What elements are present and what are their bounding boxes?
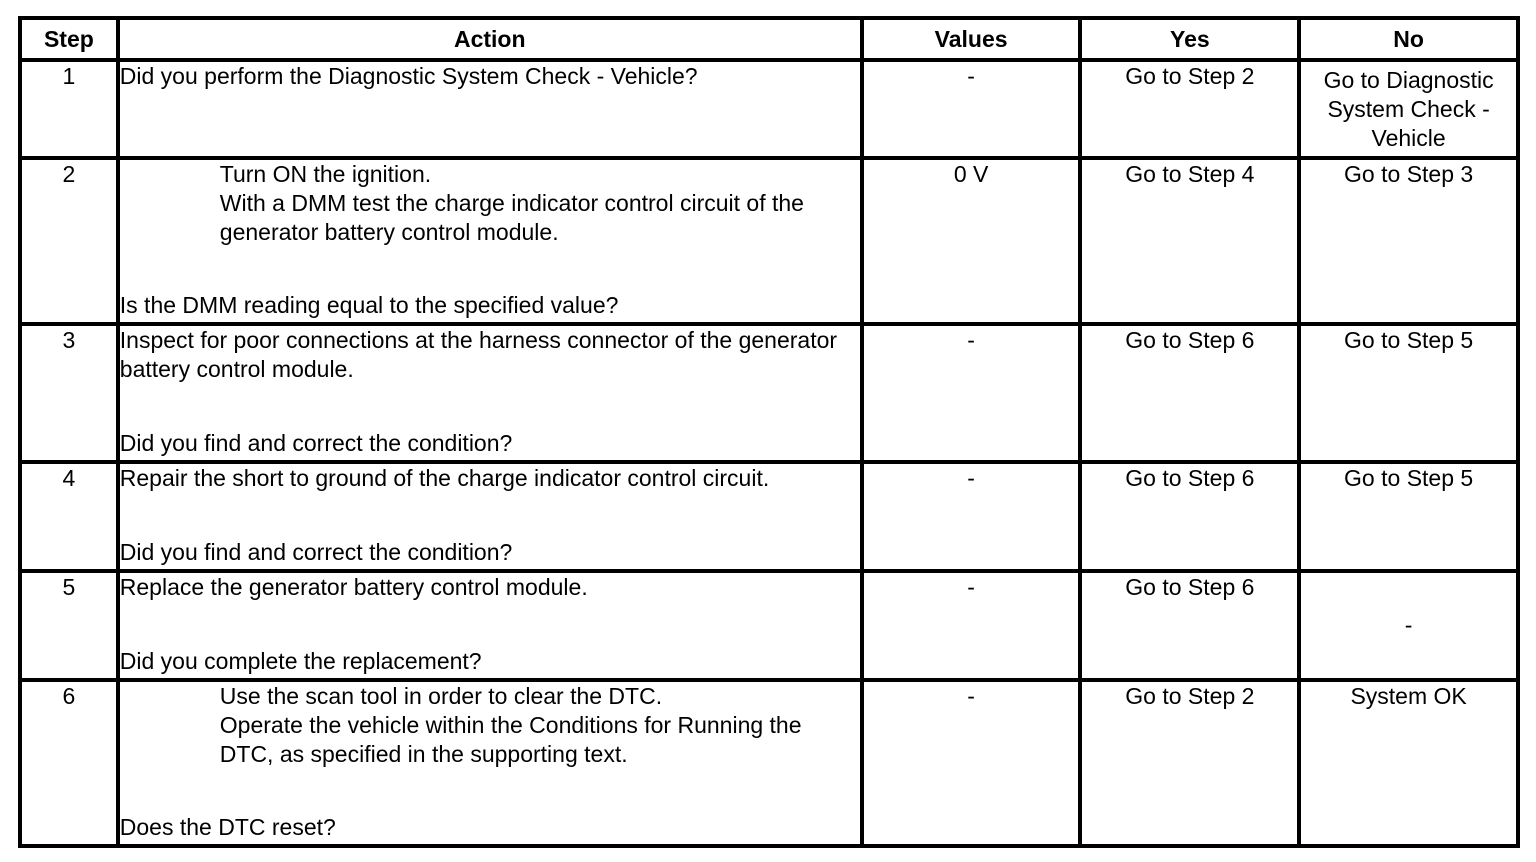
yes-cell: Go to Step 6: [1080, 324, 1299, 462]
action-statement: Replace the generator battery control module.: [119, 574, 588, 600]
table-row: [20, 680, 1518, 846]
no-line: Vehicle: [1371, 125, 1446, 151]
no-cell: System OK: [1299, 680, 1518, 846]
no-cell: Go to Step 5: [1299, 324, 1518, 462]
header-step: Step: [20, 18, 118, 60]
instruction-item: Operate the vehicle within the Conditions for Running the DTC, as specified in the supporting text.: [219, 712, 802, 767]
values-cell: -: [862, 60, 1081, 158]
step-number: 1: [20, 60, 118, 158]
yes-cell: Go to Step 6: [1080, 462, 1299, 571]
values-cell: -: [862, 571, 1081, 680]
step-number: 2: [20, 158, 118, 324]
yes-cell: Go to Step 6: [1080, 571, 1299, 680]
instruction-item: Turn ON the ignition.: [219, 161, 432, 187]
no-cell: Go to Step 5: [1299, 462, 1518, 571]
step-number: 5: [20, 571, 118, 680]
table-row: [20, 571, 1518, 680]
values-cell: 0 V: [862, 158, 1081, 324]
instruction-item: With a DMM test the charge indicator control circuit of the generator battery control module.: [219, 190, 804, 245]
yes-cell: Go to Step 2: [1080, 680, 1299, 846]
action-cell: [118, 60, 862, 158]
action-cell: [118, 571, 862, 680]
step-number: 6: [20, 680, 118, 846]
step-number: 3: [20, 324, 118, 462]
no-cell: -: [1299, 571, 1518, 680]
table-row: [20, 60, 1518, 158]
table-row: [20, 158, 1518, 324]
action-question: Does the DTC reset?: [119, 814, 336, 840]
step-number: 4: [20, 462, 118, 571]
action-question: Did you complete the replacement?: [119, 648, 482, 674]
values-cell: -: [862, 680, 1081, 846]
action-cell: [118, 324, 862, 462]
no-line: System Check -: [1327, 96, 1490, 122]
action-question: Did you find and correct the condition?: [119, 539, 513, 565]
action-cell: [118, 158, 862, 324]
action-statement: Inspect for poor connections at the harness connector of the generator battery control module.: [119, 327, 838, 382]
action-question: Did you perform the Diagnostic System Check - Vehicle?: [119, 63, 698, 89]
instruction-list: [120, 160, 860, 247]
action-question: Is the DMM reading equal to the specified value?: [119, 292, 619, 318]
instruction-item: Use the scan tool in order to clear the DTC.: [219, 683, 663, 709]
header-values: Values: [862, 18, 1081, 60]
yes-cell: Go to Step 2: [1080, 60, 1299, 158]
values-cell: -: [862, 324, 1081, 462]
yes-cell: Go to Step 4: [1080, 158, 1299, 324]
action-question: Did you find and correct the condition?: [119, 430, 513, 456]
action-statement: Repair the short to ground of the charge indicator control circuit.: [119, 465, 770, 491]
instruction-list: [120, 682, 860, 769]
header-yes: Yes: [1080, 18, 1299, 60]
action-cell: [118, 680, 862, 846]
no-cell: Go to Step 3: [1299, 158, 1518, 324]
diagnostic-table: [18, 16, 1520, 848]
no-line: Go to Diagnostic: [1323, 67, 1494, 93]
table-row: [20, 324, 1518, 462]
header-action: Action: [118, 18, 862, 60]
table-row: [20, 462, 1518, 571]
header-row: [20, 18, 1518, 60]
action-cell: [118, 462, 862, 571]
header-no: No: [1299, 18, 1518, 60]
no-cell: [1299, 60, 1518, 158]
values-cell: -: [862, 462, 1081, 571]
